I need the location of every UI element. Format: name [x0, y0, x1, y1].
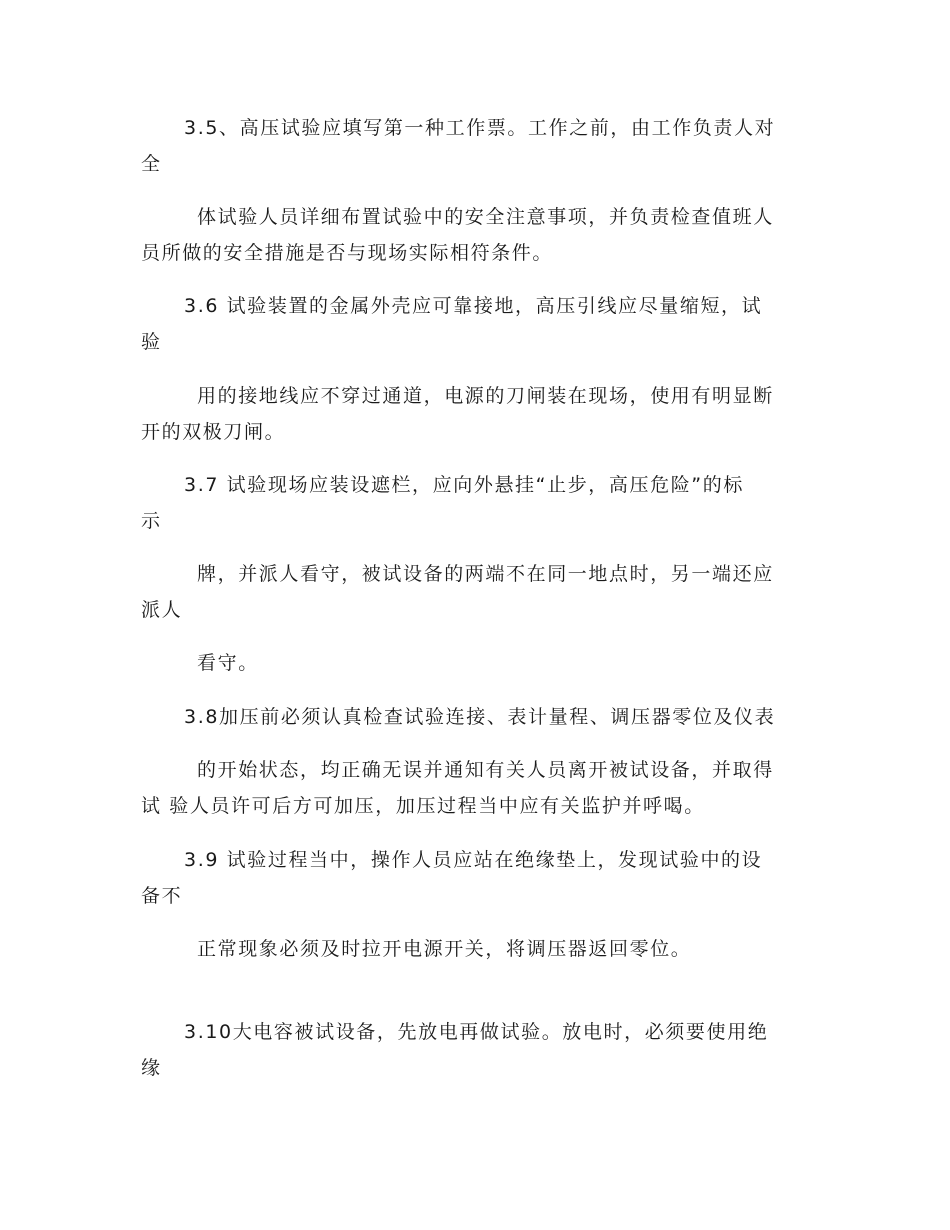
section-3-8-line-2: 的开始状态，均正确无误并通知有关人员离开被试设备，并取得 [197, 759, 774, 781]
section-3-5-line-3: 体试验人员详细布置试验中的安全注意事项，并负责检查值班人 [197, 206, 774, 228]
section-3-5-line-4: 员所做的安全措施是否与现场实际相符条件。 [141, 242, 554, 264]
section-3-7-line-3: 牌，并派人看守，被试设备的两端不在同一地点时，另一端还应 [197, 563, 774, 585]
section-3-10-line-1: 3.10大电容被试设备，先放电再做试验。放电时，必须要使用绝 [184, 1021, 769, 1043]
section-3-5-line-1: 3.5、高压试验应填写第一种工作票。工作之前，由工作负责人对 [184, 117, 776, 139]
section-3-8-line-1: 3.8加压前必须认真检查试验连接、表计量程、调压器零位及仪表 [184, 706, 776, 728]
section-3-6-line-1: 3.6 试验装置的金属外壳应可靠接地，高压引线应尽量缩短，试 [184, 295, 763, 317]
section-3-5-line-2: 全 [141, 153, 162, 175]
section-3-9-line-2: 备不 [141, 885, 183, 907]
section-3-6-line-3: 用的接地线应不穿过通道，电源的刀闸装在现场，使用有明显断 [197, 385, 774, 407]
section-3-6-line-2: 验 [141, 331, 162, 353]
section-3-7-line-5: 看守。 [197, 652, 259, 674]
section-3-9-line-3: 正常现象必须及时拉开电源开关，将调压器返回零位。 [197, 938, 692, 960]
section-3-7-line-1: 3.7 试验现场应装设遮栏，应向外悬挂“止步，高压危险”的标 [184, 474, 744, 496]
section-3-7-line-2: 示 [141, 510, 162, 532]
section-3-6-line-4: 开的双极刀闸。 [141, 421, 286, 443]
section-3-10-line-2: 缘 [141, 1057, 162, 1079]
section-3-9-line-1: 3.9 试验过程当中，操作人员应站在绝缘垫上，发现试验中的设 [184, 849, 763, 871]
section-3-7-line-4: 派人 [141, 599, 183, 621]
section-3-8-line-3: 试 验人员许可后方可加压，加压过程当中应有关监护并呼喝。 [141, 795, 705, 817]
